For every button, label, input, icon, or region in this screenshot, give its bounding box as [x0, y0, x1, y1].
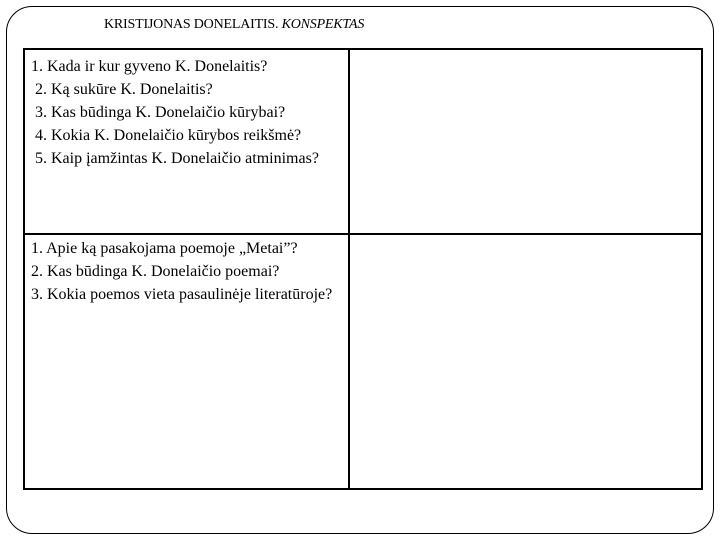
question-item: 3. Kas būdinga K. Donelaičio kūrybai? [31, 104, 286, 121]
title-subtitle: KONSPEKTAS [281, 17, 365, 32]
question-item: 3. Kokia poemos vieta pasaulinėje literatūroje? [31, 286, 333, 303]
question-item: 5. Kaip įamžintas K. Donelaičio atminimas? [31, 150, 319, 167]
table-vertical-divider [348, 50, 350, 488]
question-item: 1. Apie ką pasakojama poemoje „Metai”? [31, 240, 298, 257]
question-item: 2. Kas būdinga K. Donelaičio poemai? [31, 263, 280, 280]
outline-table [23, 48, 703, 490]
cell-top-right-answer-area[interactable] [352, 52, 701, 233]
question-item: 2. Ką sukūre K. Donelaitis? [31, 81, 213, 98]
cell-bottom-right-answer-area[interactable] [352, 237, 701, 488]
question-item: 4. Kokia K. Donelaičio kūrybos reikšmė? [31, 127, 302, 144]
table-horizontal-divider [25, 233, 701, 235]
cell-bottom-left-questions [31, 237, 347, 306]
title-main: KRISTIJONAS DONELAITIS. [104, 17, 282, 32]
question-item: 1. Kada ir kur gyveno K. Donelaitis? [31, 58, 268, 75]
cell-top-left-questions [31, 55, 347, 170]
page-title [104, 17, 364, 33]
